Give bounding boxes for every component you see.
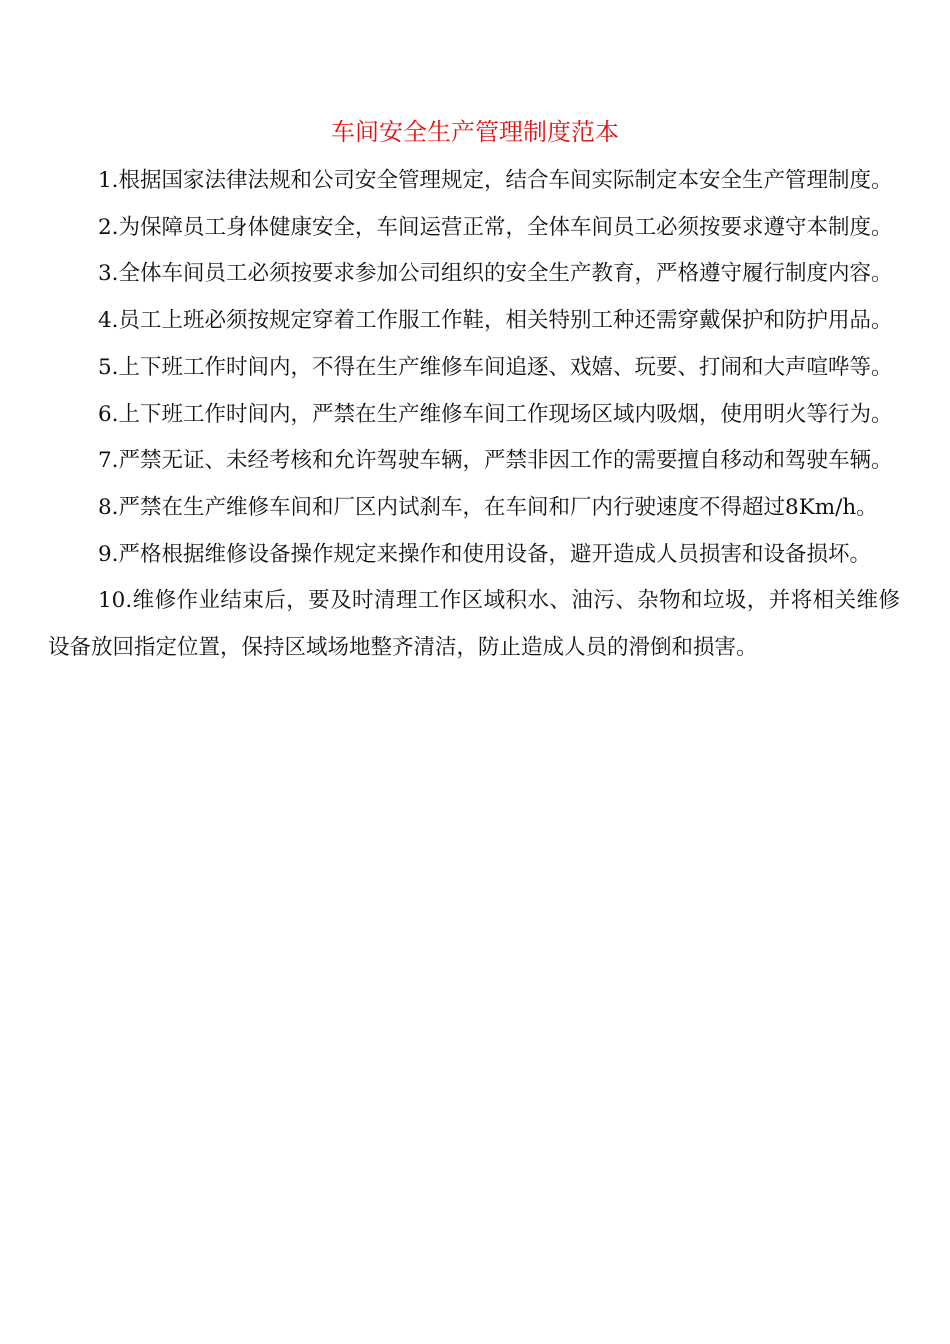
paragraph-8: 8.严禁在生产维修车间和厂区内试刹车，在车间和厂内行驶速度不得超过8Km/h。 (98, 494, 878, 520)
paragraph-4: 4.员工上班必须按规定穿着工作服工作鞋，相关特别工种还需穿戴保护和防护用品。 (98, 308, 893, 334)
paragraph-7: 7.严禁无证、未经考核和允许驾驶车辆，严禁非因工作的需要擅自移动和驾驶车辆。 (98, 448, 893, 474)
document-title: 车间安全生产管理制度范本 (331, 118, 619, 146)
document-body (48, 158, 900, 672)
paragraph-9: 9.严格根据维修设备操作规定来操作和使用设备，避开造成人员损害和设备损坏。 (98, 541, 872, 567)
paragraph-2: 2.为保障员工身体健康安全，车间运营正常，全体车间员工必须按要求遵守本制度。 (98, 214, 893, 240)
paragraph-1: 1.根据国家法律法规和公司安全管理规定，结合车间实际制定本安全生产管理制度。 (98, 168, 893, 193)
paragraph-10: 10.维修作业结束后，要及时清理工作区域积水、油污、杂物和垃圾，并将相关维修设备放回指定位置，保持区域场地整齐清洁，防止造成人员的滑倒和损害。 (48, 588, 900, 661)
paragraph-5: 5.上下班工作时间内，不得在生产维修车间追逐、戏嬉、玩要、打闹和大声喧哗等。 (98, 354, 893, 380)
paragraph-6: 6.上下班工作时间内，严禁在生产维修车间工作现场区域内吸烟，使用明火等行为。 (98, 401, 893, 427)
paragraph-3: 3.全体车间员工必须按要求参加公司组织的安全生产教育，严格遵守履行制度内容。 (98, 261, 893, 287)
